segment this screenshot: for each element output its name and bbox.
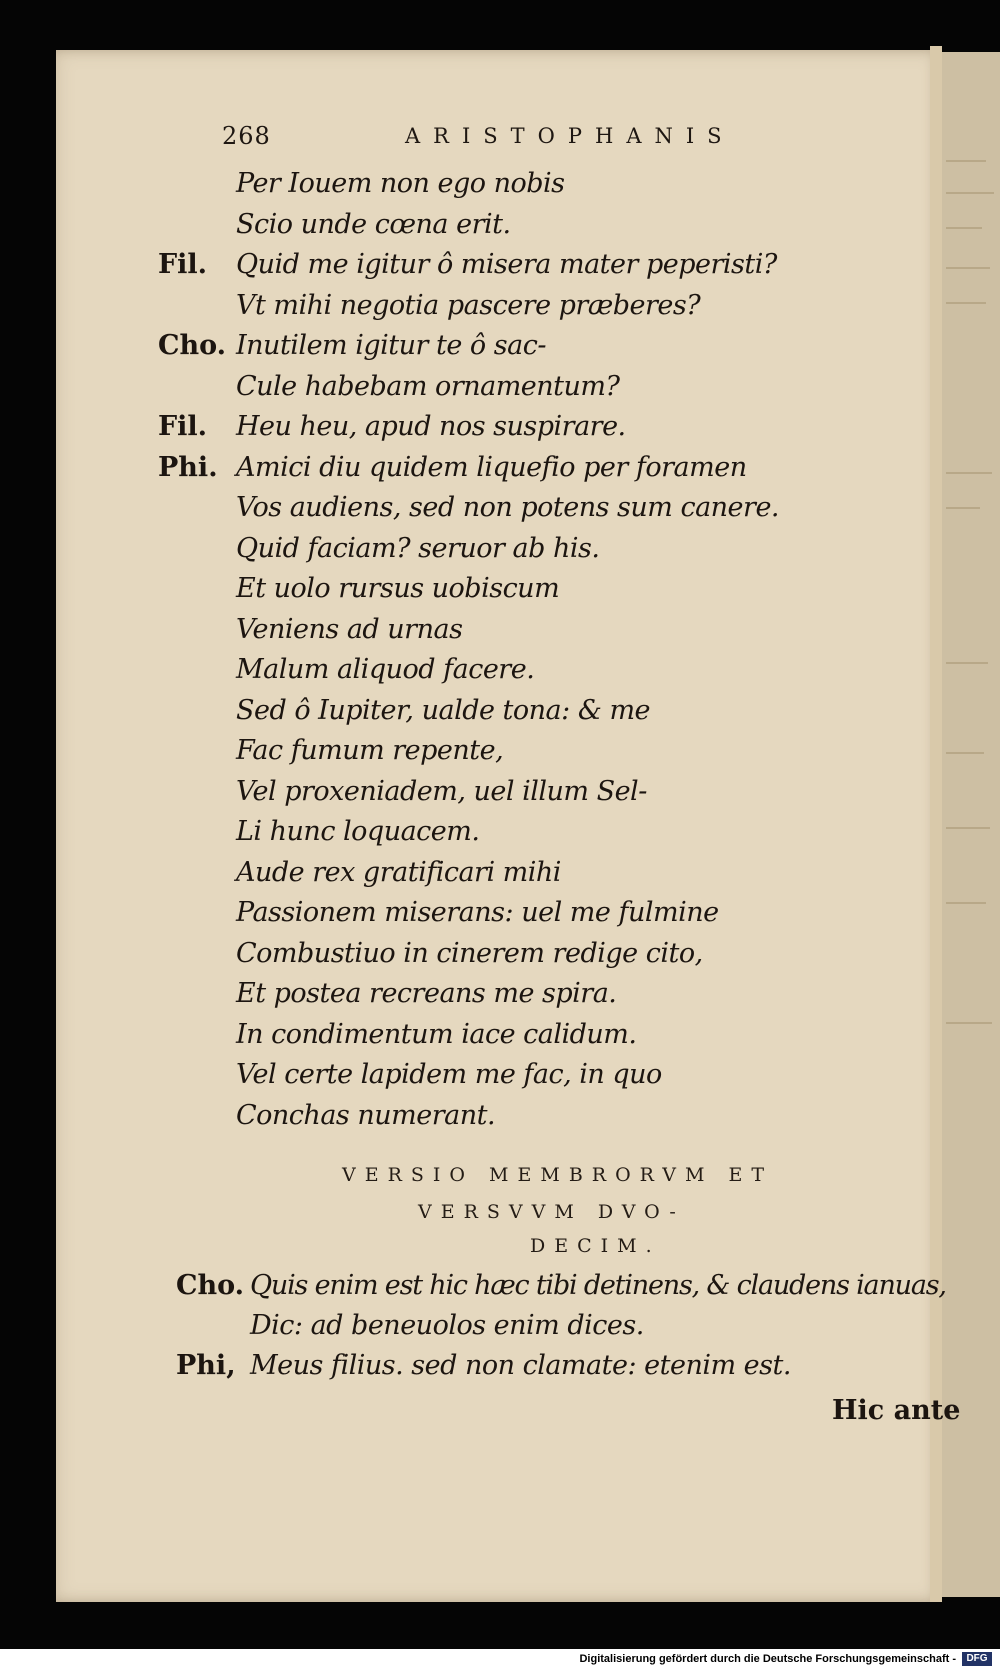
speaker-label: Phi,	[176, 1350, 236, 1381]
verse-line: Malum aliquod facere.	[236, 654, 535, 685]
section-heading-line: DECIM.	[530, 1235, 661, 1257]
page-edge	[930, 46, 942, 1602]
verse-line: Et postea recreans me spira.	[236, 978, 617, 1009]
bleed-through-line	[946, 227, 982, 229]
verse-line: Inutilem igitur te ô sac-	[236, 330, 546, 361]
verse-line: Conchas numerant.	[236, 1100, 496, 1131]
verse-line: In condimentum iace calidum.	[236, 1019, 637, 1050]
speaker-label: Cho.	[158, 330, 227, 361]
verse-line: Veniens ad urnas	[236, 614, 463, 645]
bleed-through-line	[946, 827, 990, 829]
speaker-label: Cho.	[176, 1270, 245, 1301]
catchword: Hic ante	[832, 1395, 961, 1426]
verse-line: Quid faciam? seruor ab his.	[236, 533, 600, 564]
verse-line: Combustiuo in cinerem redige cito,	[236, 938, 703, 969]
bleed-through-line	[946, 902, 986, 904]
verse-line: Heu heu, apud nos suspirare.	[236, 411, 626, 442]
verse-line: Et uolo rursus uobiscum	[236, 573, 560, 604]
bleed-through-line	[946, 1022, 992, 1024]
verse-line: Fac fumum repente,	[236, 735, 504, 766]
verse-line: Vel certe lapidem me fac, in quo	[236, 1059, 662, 1090]
speaker-label: Phi.	[158, 452, 218, 483]
speaker-label: Fil.	[158, 249, 208, 280]
verse-line: Vos audiens, sed non potens sum canere.	[236, 492, 780, 523]
verse-line: Passionem miserans: uel me fulmine	[236, 897, 719, 928]
bleed-through-line	[946, 662, 988, 664]
bleed-through-line	[946, 472, 992, 474]
verse-line: Li hunc loquacem.	[236, 816, 480, 847]
verse-line: Scio unde cœna erit.	[236, 209, 511, 240]
dfg-logo: DFG	[962, 1652, 992, 1666]
bleed-through-line	[946, 752, 984, 754]
verse-line: Amici diu quidem liquefio per foramen	[236, 452, 747, 483]
bleed-through-line	[946, 267, 990, 269]
verse-line: Sed ô Iupiter, ualde tona: & me	[236, 695, 651, 726]
verse-line: Dic: ad beneuolos enim dices.	[250, 1310, 644, 1341]
verse-line: Vt mihi negotia pascere præberes?	[236, 290, 701, 321]
adjacent-page	[940, 52, 1000, 1597]
page-number: 268	[222, 122, 271, 150]
section-heading-line: VERSIO MEMBRORVM ET	[342, 1164, 774, 1186]
verse-line: Meus filius. sed non clamate: etenim est.	[250, 1350, 791, 1381]
bleed-through-line	[946, 507, 980, 509]
verse-line: Vel proxeniadem, uel illum Sel-	[236, 776, 647, 807]
bleed-through-line	[946, 192, 994, 194]
verse-line: Per Iouem non ego nobis	[236, 168, 565, 199]
speaker-label: Fil.	[158, 411, 208, 442]
section-heading-line: VERSVVM DVO-	[418, 1201, 685, 1223]
bleed-through-line	[946, 160, 986, 162]
running-head	[0, 122, 1000, 152]
footer-credit: Digitalisierung gefördert durch die Deutsche Forschungsgemeinschaft -	[579, 1653, 956, 1665]
verse-line: Quis enim est hic hæc tibi detinens, & claudens ianuas,	[250, 1270, 946, 1301]
verse-line: Quid me igitur ô misera mater peperisti?	[236, 249, 777, 280]
running-title: ARISTOPHANIS	[405, 124, 735, 148]
verse-line: Aude rex gratificari mihi	[236, 857, 561, 888]
bleed-through-line	[946, 302, 986, 304]
digitization-footer	[0, 1649, 1000, 1671]
verse-line: Cule habebam ornamentum?	[236, 371, 620, 402]
